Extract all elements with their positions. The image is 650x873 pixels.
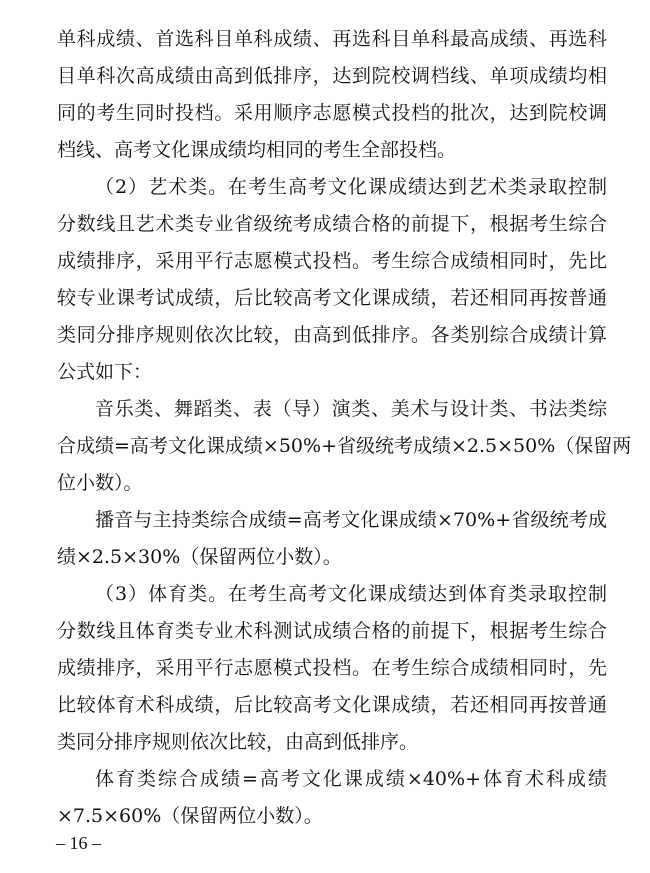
text-line: （3）体育类。在考生高考文化课成绩达到体育类录取控制 bbox=[95, 583, 607, 605]
text-line: 比较体育术科成绩，后比较高考文化课成绩，若还相同再按普通 bbox=[57, 694, 607, 716]
text-line: 成绩排序，采用平行志愿模式投档。考生综合成绩相同时，先比 bbox=[57, 250, 607, 272]
text-line: 绩×2.5×30%（保留两位小数）。 bbox=[57, 546, 342, 568]
text-line: 类同分排序规则依次比较，由高到低排序。各类别综合成绩计算 bbox=[57, 324, 607, 346]
text-line: 播音与主持类综合成绩=高考文化课成绩×70%+省级统考成 bbox=[95, 509, 607, 531]
text-line: 体育类综合成绩=高考文化课成绩×40%+体育术科成绩 bbox=[95, 768, 607, 790]
text-line: 目单科次高成绩由高到低排序，达到院校调档线、单项成绩均相 bbox=[57, 65, 607, 87]
text-line: 类同分排序规则依次比较，由高到低排序。 bbox=[57, 731, 419, 753]
text-line: ×7.5×60%（保留两位小数）。 bbox=[57, 805, 323, 827]
text-line: 公式如下： bbox=[57, 361, 153, 383]
text-line: 分数线且体育类专业术科测试成绩合格的前提下，根据考生综合 bbox=[57, 620, 607, 642]
text-line: 位小数）。 bbox=[57, 472, 143, 494]
text-line: 成绩排序，采用平行志愿模式投档。在考生综合成绩相同时，先 bbox=[57, 657, 607, 679]
text-line: 合成绩=高考文化课成绩×50%+省级统考成绩×2.5×50%（保留两 bbox=[57, 435, 632, 457]
text-line: 较专业课考试成绩，后比较高考文化课成绩，若还相同再按普通 bbox=[57, 287, 607, 309]
text-line: 音乐类、舞蹈类、表（导）演类、美术与设计类、书法类综 bbox=[95, 398, 607, 420]
text-line: 分数线且艺术类专业省级统考成绩合格的前提下，根据考生综合 bbox=[57, 213, 607, 235]
text-line: 档线、高考文化课成绩均相同的考生全部投档。 bbox=[57, 139, 457, 161]
text-line: 同的考生同时投档。采用顺序志愿模式投档的批次，达到院校调 bbox=[57, 102, 607, 124]
page-number: – 16 – bbox=[56, 833, 101, 853]
text-line: 单科成绩、首选科目单科成绩、再选科目单科最高成绩、再选科 bbox=[57, 28, 607, 50]
text-line: （2）艺术类。在考生高考文化课成绩达到艺术类录取控制 bbox=[95, 176, 607, 198]
